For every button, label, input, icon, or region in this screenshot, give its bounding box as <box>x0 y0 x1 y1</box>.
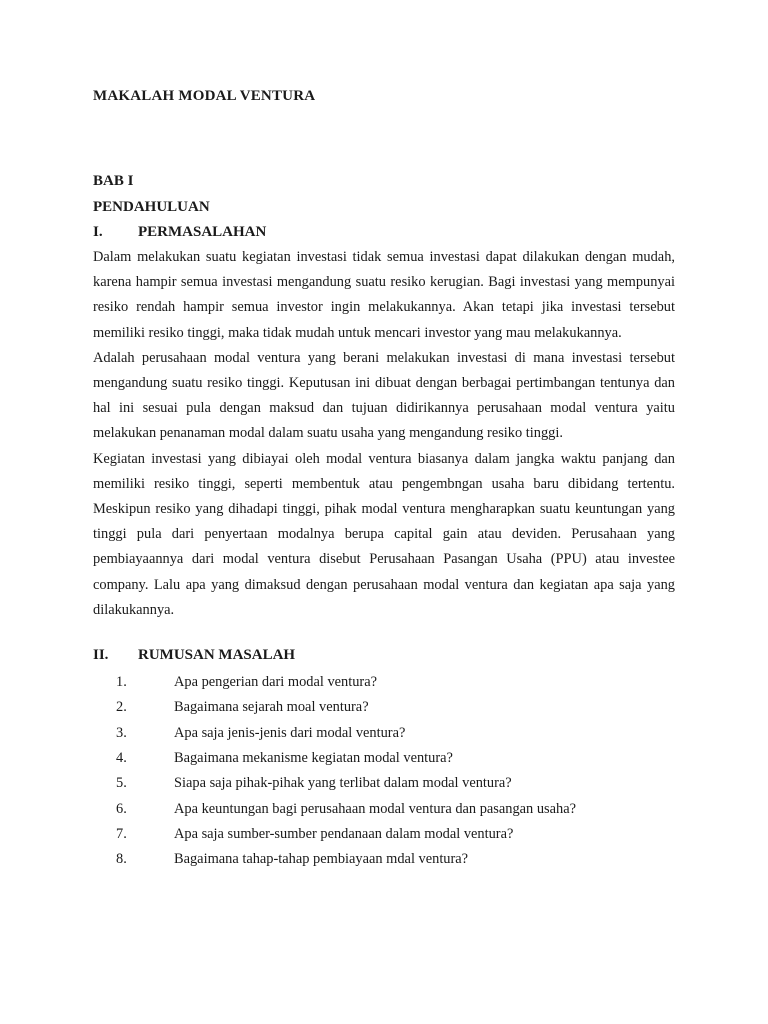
list-item-text: Apa pengerian dari modal ventura? <box>174 674 377 691</box>
list-item-number: 6. <box>116 800 127 817</box>
list-item-number: 8. <box>116 851 127 868</box>
list-item <box>93 746 675 771</box>
document-page <box>93 86 675 872</box>
chapter-number: BAB I <box>93 173 134 189</box>
document-title: MAKALAH MODAL VENTURA <box>93 88 316 104</box>
chapter-heading <box>93 168 675 220</box>
list-item-text: Apa saja sumber-sumber pendanaan dalam modal ventura? <box>174 825 514 842</box>
list-item-number: 1. <box>116 674 127 691</box>
section-number: II. <box>93 647 109 664</box>
list-item-text: Bagaimana sejarah moal ventura? <box>174 699 369 716</box>
chapter-title: PENDAHULUAN <box>93 199 210 215</box>
list-item-number: 4. <box>116 749 127 766</box>
list-item-text: Apa keuntungan bagi perusahaan modal ventura dan pasangan usaha? <box>174 800 576 817</box>
list-item-text: Bagaimana tahap-tahap pembiayaan mdal ventura? <box>174 851 469 868</box>
list-item-number: 3. <box>116 724 127 741</box>
list-item <box>93 822 675 847</box>
paragraph: Dalam melakukan suatu kegiatan investasi tidak semua investasi dapat dilakukan dengan mudah, karena hampir semua investasi mengandung suatu resiko kerugian. Bagi investasi yang mempunyai resiko rendah hampir semua investor ingin melakukannya. Akan tetapi jika investasi tersebut memiliki resiko tinggi, maka tidak mudah untuk mencari investor yang mau melakukannya. <box>93 249 675 341</box>
list-item-number: 2. <box>116 699 127 716</box>
list-item <box>93 695 675 720</box>
list-item <box>93 771 675 796</box>
section-heading-rumusan-masalah <box>93 643 675 668</box>
section-title: PERMASALAHAN <box>138 224 267 240</box>
section-number: I. <box>93 224 103 240</box>
list-item <box>93 721 675 746</box>
list-item-number: 5. <box>116 775 127 792</box>
list-item-text: Bagaimana mekanisme kegiatan modal ventura? <box>174 749 453 766</box>
paragraph: Adalah perusahaan modal ventura yang berani melakukan investasi di mana investasi tersebut mengandung suatu resiko tinggi. Keputusan ini dibuat dengan berbagai pertimbangan tentunya dan hal ini sesuai pula dengan maksud dan tujuan didirikannya perusahaan modal ventura yaitu melakukan penanaman modal dalam suatu usaha yang mengandung resiko tinggi. <box>93 349 675 442</box>
list-item <box>93 847 675 872</box>
list-item-number: 7. <box>116 825 127 842</box>
paragraph: Kegiatan investasi yang dibiayai oleh modal ventura biasanya dalam jangka waktu panjang dan memiliki resiko tinggi, seperti membentuk atau pengembngan usaha baru dibidang tertentu. Meskipun resiko yang dihadapi tinggi, pihak modal ventura mengharapkan suatu keuntungan yang tinggi pula dari penyertaan modalnya berupa capital gain atau deviden. Perusahaan yang pembiayaannya dari modal ventura disebut Perusahaan Pasangan Usaha (PPU) atau investee company. Lalu apa yang dimaksud dengan perusahaan modal ventura dan kegiatan apa saja yang dilakukannya. <box>93 450 675 618</box>
question-list <box>93 670 675 872</box>
list-item-text: Siapa saja pihak-pihak yang terlibat dalam modal ventura? <box>174 775 512 792</box>
list-item-text: Apa saja jenis-jenis dari modal ventura? <box>174 724 406 741</box>
section-title: RUMUSAN MASALAH <box>138 647 296 664</box>
list-item <box>93 670 675 695</box>
list-item <box>93 797 675 822</box>
section-heading-permasalahan <box>93 220 675 245</box>
